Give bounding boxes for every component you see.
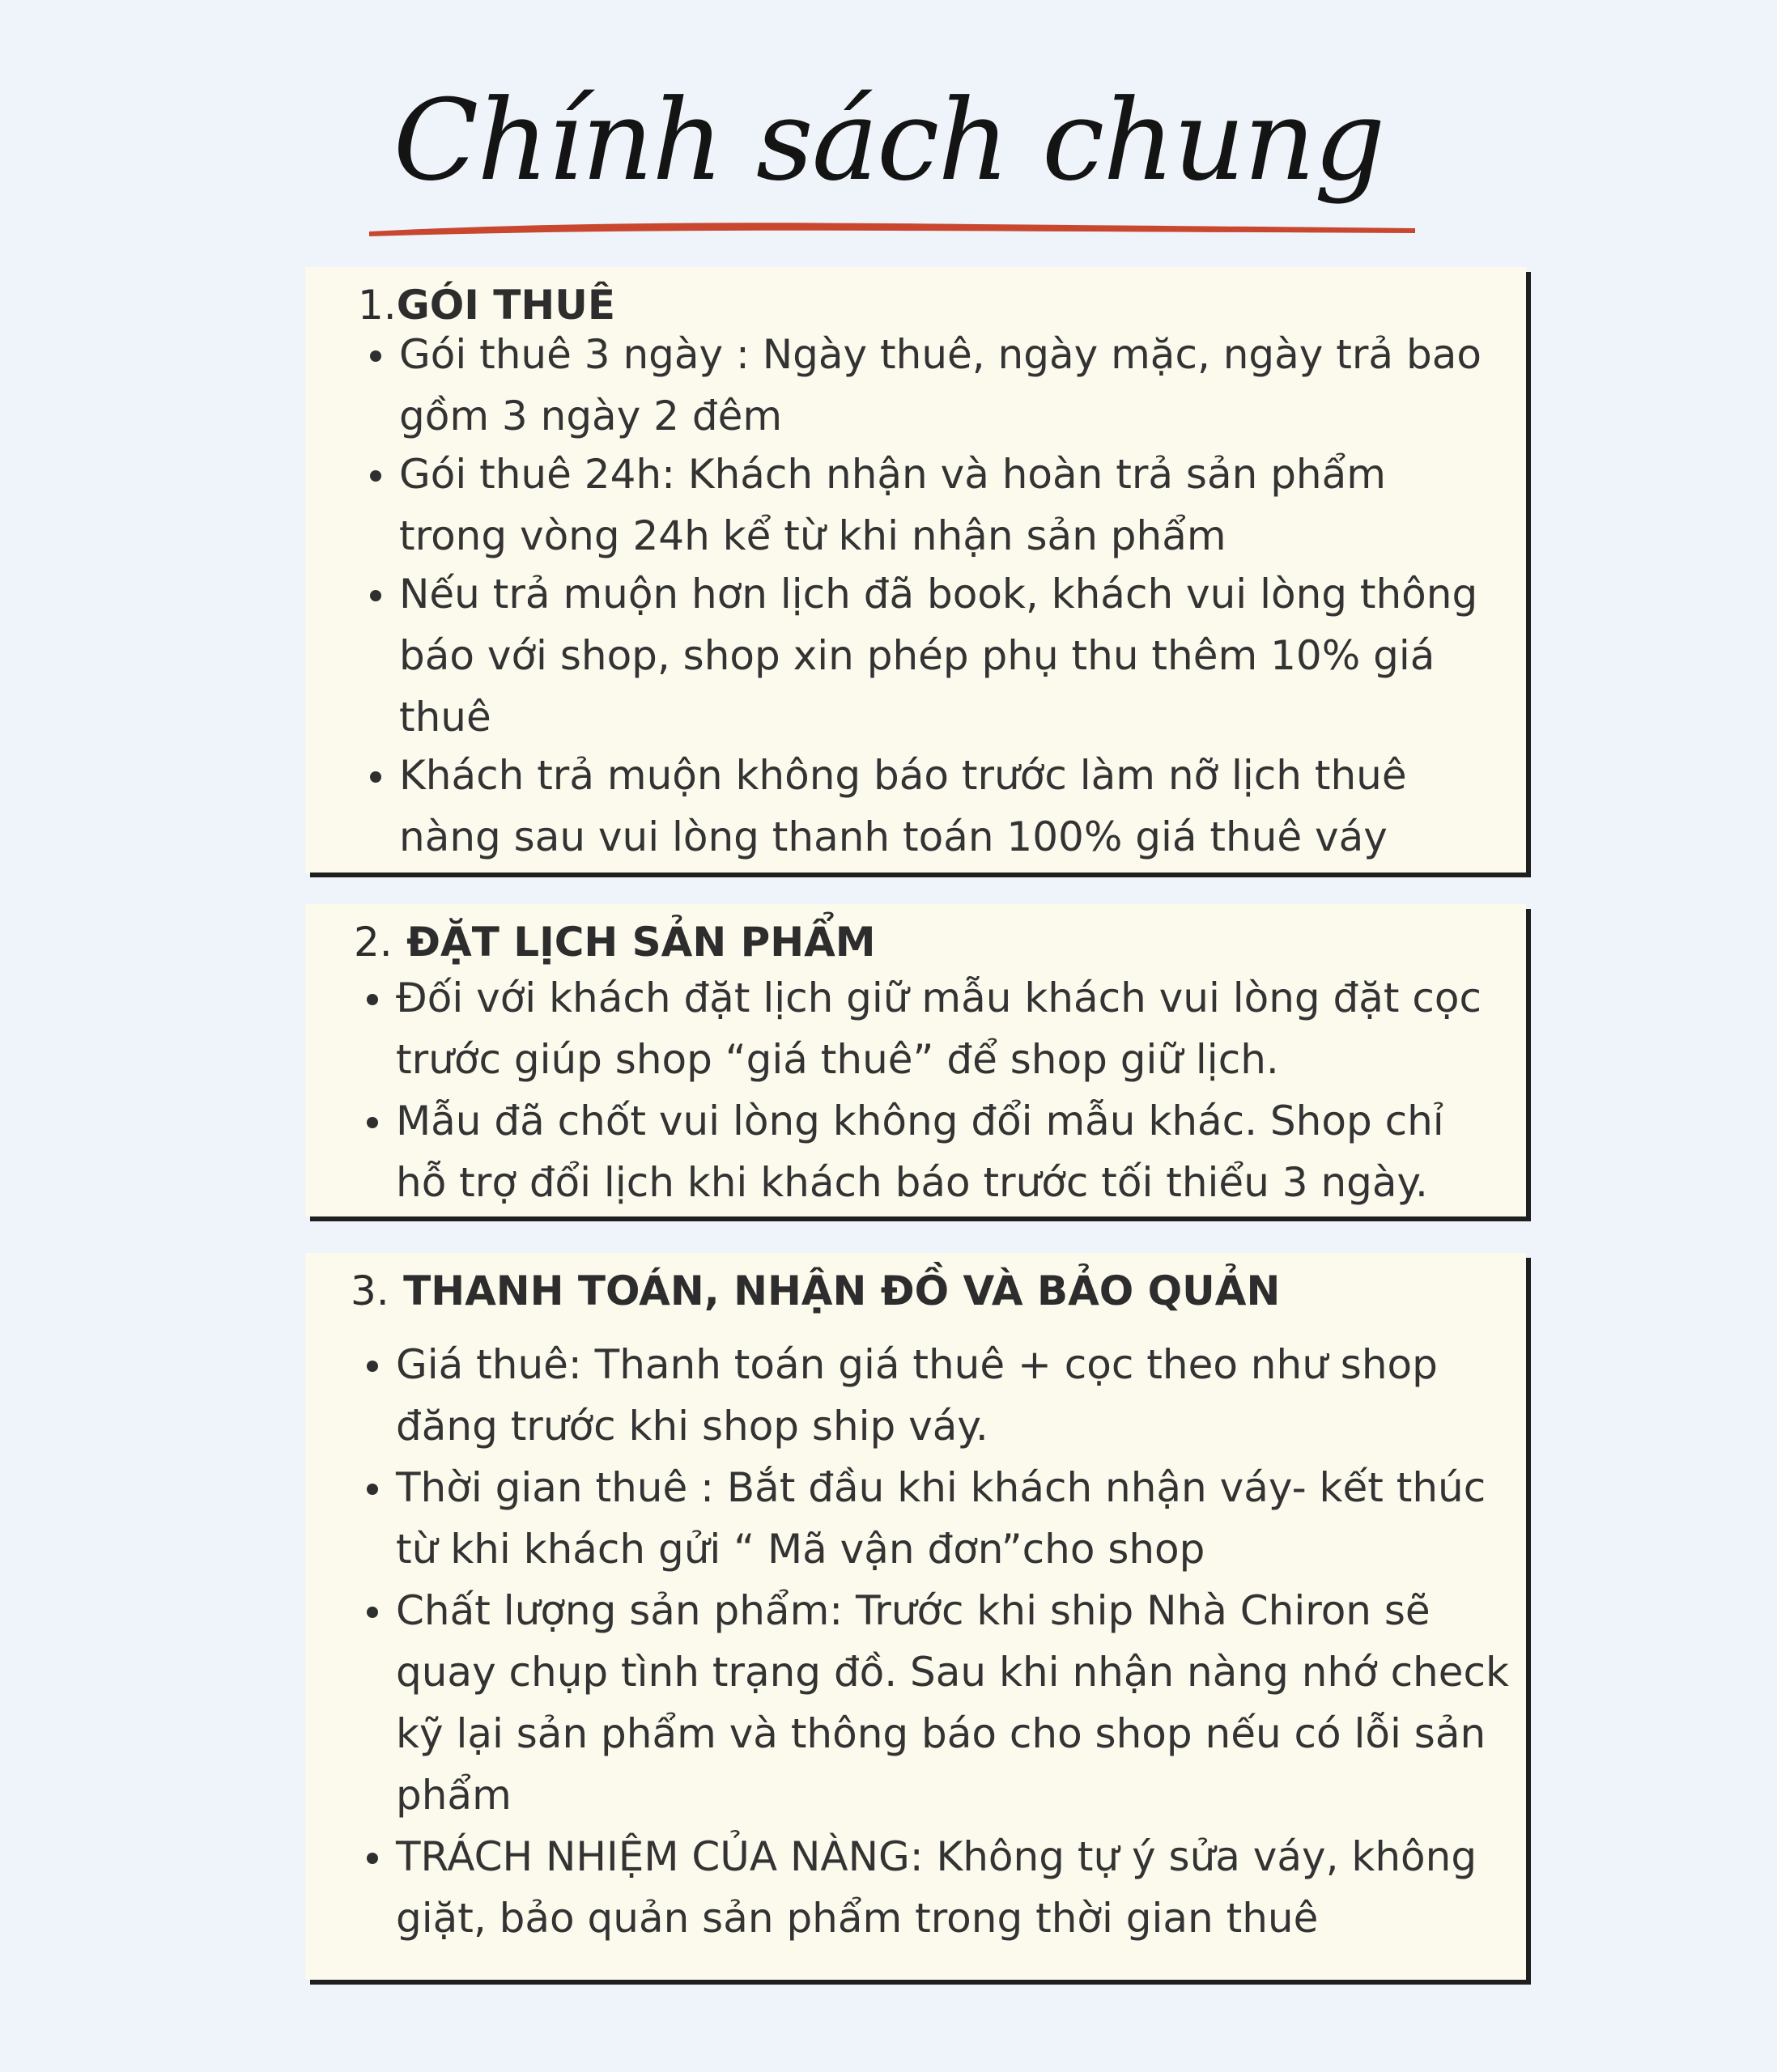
- section-number: 1.: [358, 282, 397, 329]
- policy-list: [360, 1334, 1510, 1949]
- list-item: TRÁCH NHIỆM CỦA NÀNG: Không tự ý sửa váy, không giặt, bảo quản sản phẩm trong thời gian thuê: [360, 1826, 1510, 1949]
- list-item: Giá thuê: Thanh toán giá thuê + cọc theo như shop đăng trước khi shop ship váy.: [360, 1334, 1510, 1457]
- list-item: Thời gian thuê : Bắt đầu khi khách nhận váy- kết thúc từ khi khách gửi “ Mã vận đơn”cho shop: [360, 1457, 1510, 1580]
- section-heading: [354, 919, 876, 966]
- section-payment-care: [305, 1253, 1526, 1980]
- section-heading: [358, 282, 615, 329]
- section-title: ĐẶT LỊCH SẢN PHẨM: [406, 919, 876, 966]
- section-rental-package: [305, 267, 1526, 873]
- section-heading: [351, 1267, 1280, 1314]
- section-number: 3.: [351, 1267, 389, 1314]
- title-underline: [366, 219, 1418, 240]
- section-title: GÓI THUÊ: [396, 282, 615, 329]
- list-item: Gói thuê 3 ngày : Ngày thuê, ngày mặc, ngày trả bao gồm 3 ngày 2 đêm: [363, 324, 1497, 447]
- list-item: Khách trả muộn không báo trước làm nỡ lịch thuê nàng sau vui lòng thanh toán 100% giá thuê váy: [363, 745, 1497, 868]
- policy-list: [360, 967, 1502, 1213]
- page-title: Chính sách chung: [393, 75, 1384, 206]
- list-item: Chất lượng sản phẩm: Trước khi ship Nhà Chiron sẽ quay chụp tình trạng đồ. Sau khi nhận nàng nhớ check kỹ lại sản phẩm và thông báo cho shop nếu có lỗi sản phẩm: [360, 1580, 1510, 1826]
- section-booking: [305, 904, 1526, 1216]
- section-number: 2.: [354, 919, 393, 966]
- section-title: THANH TOÁN, NHẬN ĐỒ VÀ BẢO QUẢN: [403, 1267, 1281, 1314]
- policy-list: [363, 324, 1497, 868]
- list-item: Gói thuê 24h: Khách nhận và hoàn trả sản phẩm trong vòng 24h kể từ khi nhận sản phẩm: [363, 444, 1497, 567]
- list-item: Đối với khách đặt lịch giữ mẫu khách vui lòng đặt cọc trước giúp shop “giá thuê” để shop giữ lịch.: [360, 967, 1502, 1090]
- list-item: Mẫu đã chốt vui lòng không đổi mẫu khác. Shop chỉ hỗ trợ đổi lịch khi khách báo trước tối thiểu 3 ngày.: [360, 1090, 1502, 1213]
- list-item: Nếu trả muộn hơn lịch đã book, khách vui lòng thông báo với shop, shop xin phép phụ thu thêm 10% giá thuê: [363, 563, 1497, 748]
